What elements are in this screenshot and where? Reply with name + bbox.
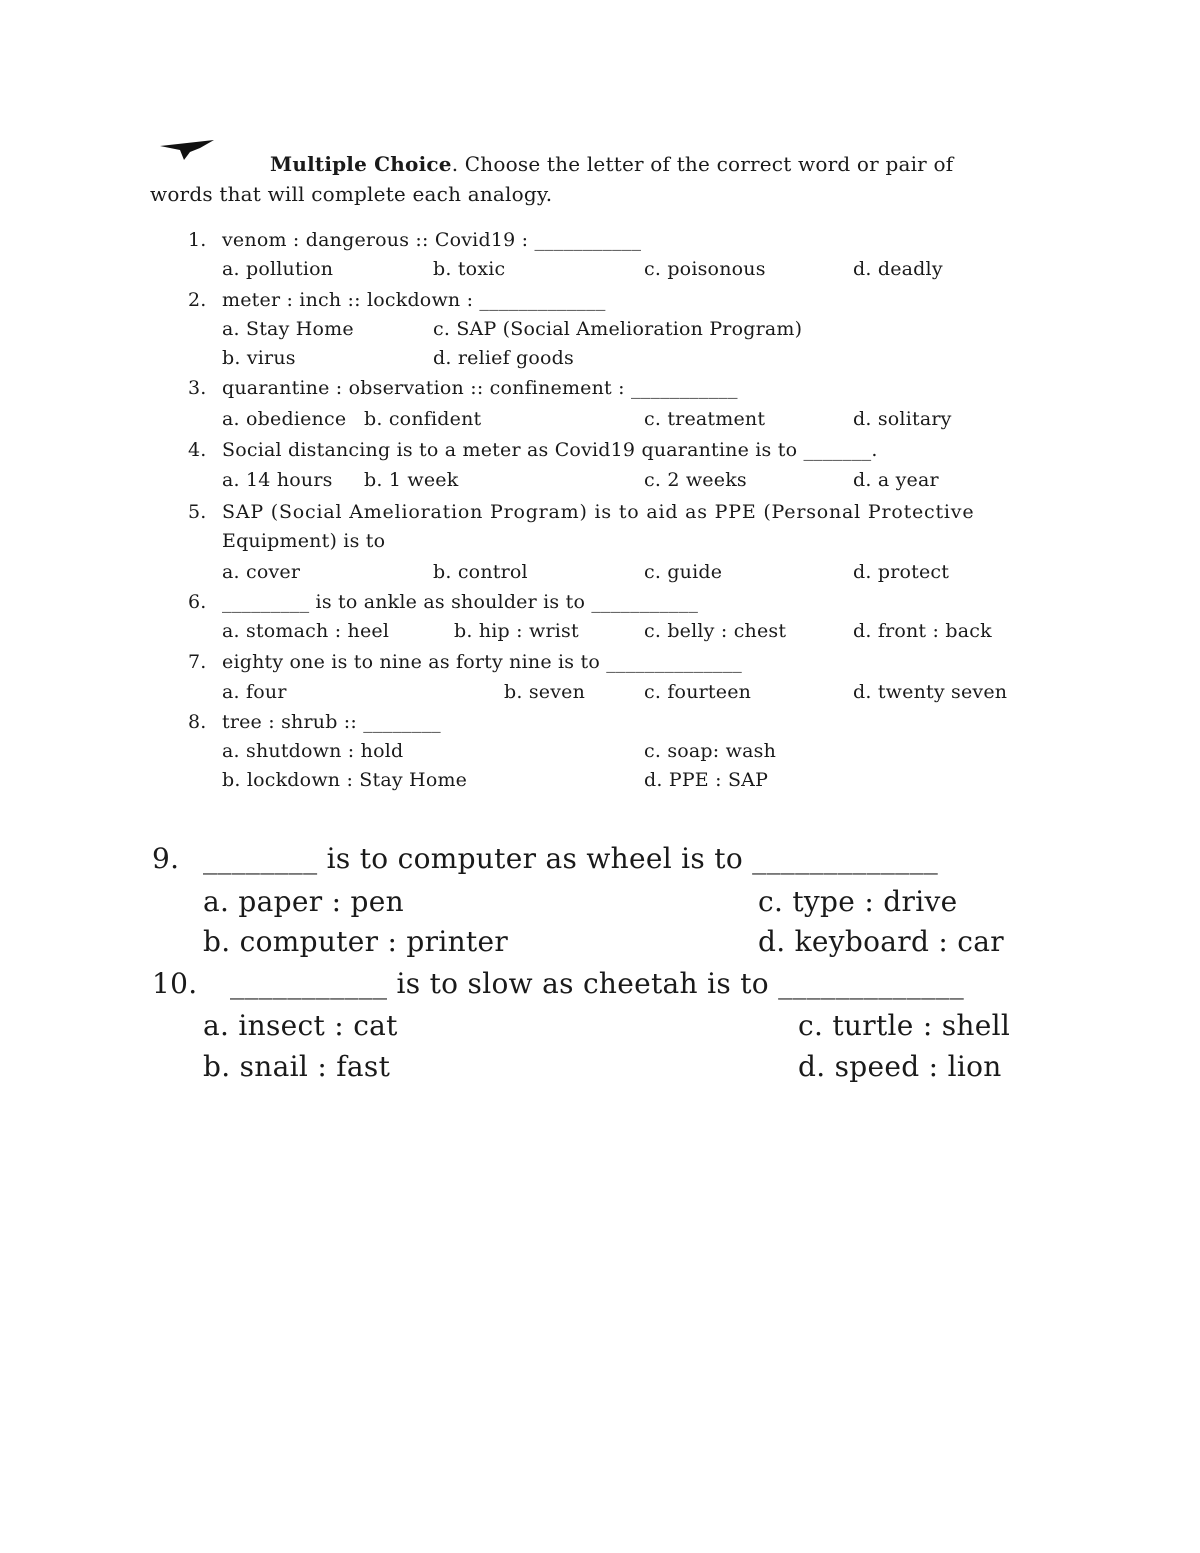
option-c[interactable]: c. soap: wash <box>644 740 777 762</box>
option-c[interactable]: c. fourteen <box>644 681 752 703</box>
option-d[interactable]: d. twenty seven <box>853 681 1008 703</box>
question-stem: _________ is to ankle as shoulder is to ___________ <box>222 591 699 613</box>
question-stem: ___________ is to slow as cheetah is to _____________ <box>230 967 965 1000</box>
option-d[interactable]: d. keyboard : car <box>758 925 1004 958</box>
option-b[interactable]: b. virus <box>222 347 296 369</box>
question-number: 6. <box>188 591 207 613</box>
option-b[interactable]: b. 1 week <box>364 469 459 491</box>
question-number: 4. <box>188 439 207 461</box>
option-b[interactable]: b. confident <box>364 408 482 430</box>
option-b[interactable]: b. toxic <box>433 258 506 280</box>
option-c[interactable]: c. SAP (Social Amelioration Program) <box>433 318 803 340</box>
option-d[interactable]: d. relief goods <box>433 347 574 369</box>
question-stem: tree : shrub :: ________ <box>222 711 441 733</box>
question-number: 7. <box>188 651 207 673</box>
option-c[interactable]: c. 2 weeks <box>644 469 747 491</box>
question-number: 1. <box>188 229 207 251</box>
question-stem-continued: Equipment) is to <box>222 530 386 552</box>
instruction-text: . Choose the letter of the correct word or pair of <box>451 152 954 176</box>
option-a[interactable]: a. stomach : heel <box>222 620 390 642</box>
option-b[interactable]: b. control <box>433 561 528 583</box>
option-c[interactable]: c. treatment <box>644 408 766 430</box>
option-a[interactable]: a. pollution <box>222 258 334 280</box>
option-c[interactable]: c. turtle : shell <box>798 1009 1011 1042</box>
question-stem: eighty one is to nine as forty nine is to ______________ <box>222 651 742 673</box>
option-a[interactable]: a. Stay Home <box>222 318 354 340</box>
question-number: 2. <box>188 289 207 311</box>
option-a[interactable]: a. cover <box>222 561 301 583</box>
question-stem: venom : dangerous :: Covid19 : ___________ <box>222 229 642 251</box>
option-d[interactable]: d. deadly <box>853 258 943 280</box>
question-number: 10. <box>152 967 198 1000</box>
question-stem: SAP (Social Amelioration Program) is to aid as PPE (Personal Protective <box>222 501 975 523</box>
option-b[interactable]: b. snail : fast <box>203 1050 391 1083</box>
option-d[interactable]: d. a year <box>853 469 939 491</box>
instruction-line-2: words that will complete each analogy. <box>150 182 553 206</box>
option-c[interactable]: c. type : drive <box>758 885 958 918</box>
option-d[interactable]: d. PPE : SAP <box>644 769 769 791</box>
option-a[interactable]: a. 14 hours <box>222 469 333 491</box>
option-c[interactable]: c. belly : chest <box>644 620 787 642</box>
question-stem: ________ is to computer as wheel is to _____________ <box>203 842 939 875</box>
question-stem: Social distancing is to a meter as Covid19 quarantine is to _______. <box>222 439 878 461</box>
option-d[interactable]: d. protect <box>853 561 950 583</box>
question-number: 3. <box>188 377 207 399</box>
option-b[interactable]: b. hip : wrist <box>454 620 579 642</box>
section-title: Multiple Choice <box>270 152 452 176</box>
arrow-mark-icon <box>160 138 214 160</box>
option-d[interactable]: d. speed : lion <box>798 1050 1002 1083</box>
question-number: 9. <box>152 842 180 875</box>
option-b[interactable]: b. seven <box>504 681 586 703</box>
option-c[interactable]: c. poisonous <box>644 258 766 280</box>
option-c[interactable]: c. guide <box>644 561 723 583</box>
option-d[interactable]: d. solitary <box>853 408 952 430</box>
option-d[interactable]: d. front : back <box>853 620 992 642</box>
question-number: 5. <box>188 501 207 523</box>
question-stem: quarantine : observation :: confinement : ___________ <box>222 377 738 399</box>
option-a[interactable]: a. shutdown : hold <box>222 740 404 762</box>
question-stem: meter : inch :: lockdown : _____________ <box>222 289 606 311</box>
option-b[interactable]: b. lockdown : Stay Home <box>222 769 468 791</box>
question-number: 8. <box>188 711 207 733</box>
instruction <box>270 152 953 176</box>
option-b[interactable]: b. computer : printer <box>203 925 509 958</box>
option-a[interactable]: a. insect : cat <box>203 1009 398 1042</box>
option-a[interactable]: a. paper : pen <box>203 885 404 918</box>
option-a[interactable]: a. four <box>222 681 287 703</box>
option-a[interactable]: a. obedience <box>222 408 347 430</box>
